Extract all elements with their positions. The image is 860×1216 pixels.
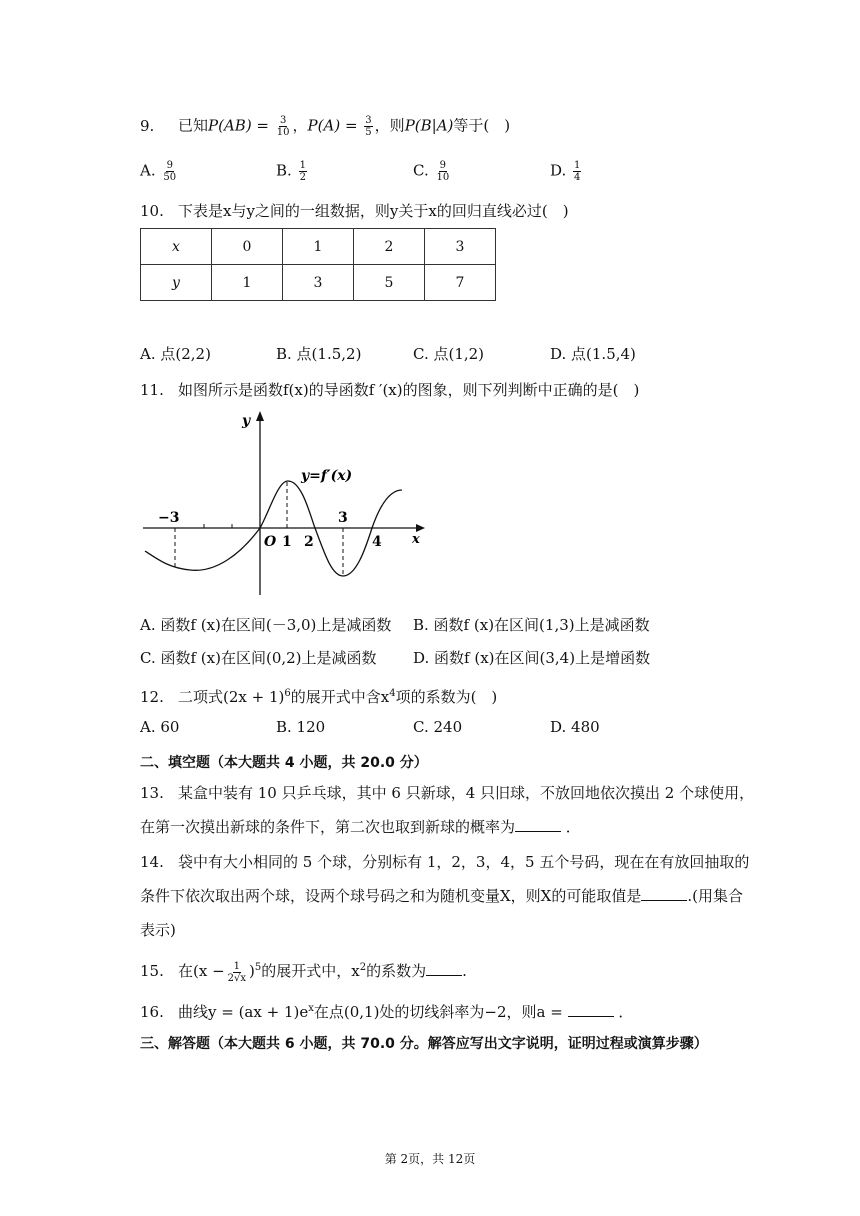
question-9 xyxy=(140,115,510,138)
separator: ， xyxy=(292,116,308,135)
option-label: D. xyxy=(550,161,567,180)
numerator: 1 xyxy=(233,960,241,972)
table-cell: 2 xyxy=(354,229,425,265)
q10-option-d[interactable]: D. 点(1.5,4) xyxy=(550,345,636,363)
question-14-line2 xyxy=(140,886,743,906)
q12-option-b[interactable]: B. 120 xyxy=(276,718,326,736)
table-cell: 1 xyxy=(212,265,283,301)
q11-option-d[interactable]: D. 函数f (x)在区间(3,4)上是增函数 xyxy=(413,649,651,667)
numerator: 3 xyxy=(365,115,372,126)
q9-option-a[interactable] xyxy=(140,160,179,183)
option-label: C. xyxy=(413,161,429,180)
question-number: 16. xyxy=(140,1003,164,1021)
denominator: 10 xyxy=(436,172,450,183)
question-text: 曲线y = (ax + 1)e xyxy=(178,1003,309,1021)
question-number: 14. xyxy=(140,853,164,871)
q10-option-b[interactable]: B. 点(1.5,2) xyxy=(276,345,362,363)
q12-option-c[interactable]: C. 240 xyxy=(413,718,463,736)
question-15 xyxy=(140,958,467,984)
x-axis-label: x xyxy=(412,532,420,547)
table-cell: 0 xyxy=(212,229,283,265)
numerator: 9 xyxy=(166,160,173,171)
tick-label: −3 xyxy=(158,510,180,526)
question-number: 13. xyxy=(140,784,164,802)
option-label: B. xyxy=(276,161,292,180)
question-11 xyxy=(140,380,639,400)
exponent: x xyxy=(308,1003,314,1014)
q10-option-c[interactable]: C. 点(1,2) xyxy=(413,345,485,363)
question-text: . xyxy=(462,962,467,980)
fraction xyxy=(299,160,307,183)
fraction xyxy=(573,160,581,183)
question-text: 某盒中装有 10 只乒乓球，其中 6 只新球，4 只旧球，不放回地依次摸出 2 个球使用， xyxy=(178,784,755,802)
question-text: 如图所示是函数f(x)的导函数f ′(x)的图象，则下列判断中正确的是( ) xyxy=(178,381,640,399)
tick-label: 1 xyxy=(282,534,292,550)
numerator: 3 xyxy=(279,115,287,126)
denominator: 2 xyxy=(299,172,306,183)
q9-text: 已知 xyxy=(178,116,209,135)
answer-blank[interactable] xyxy=(515,817,561,832)
question-text: 的系数为 xyxy=(366,962,427,980)
question-text: ． xyxy=(618,1003,634,1021)
question-text: ) xyxy=(249,962,255,980)
fraction xyxy=(276,115,291,138)
denominator: 5 xyxy=(365,127,372,138)
table-cell: 3 xyxy=(425,229,496,265)
question-text: 条件下依次取出两个球，设两个球号码之和为随机变量X，则X的可能取值是 xyxy=(140,887,642,905)
table-cell: y xyxy=(141,265,212,301)
fraction xyxy=(436,160,451,183)
question-14 xyxy=(140,852,749,872)
table-row xyxy=(141,229,496,265)
q9-expr: P(A) = xyxy=(307,116,358,135)
derivative-graph xyxy=(140,405,440,605)
tick-label: 3 xyxy=(338,510,348,526)
q9-option-d[interactable] xyxy=(550,160,583,183)
fraction xyxy=(364,115,372,138)
question-text: ． xyxy=(565,818,581,836)
question-text: 在(x − xyxy=(178,962,225,980)
exponent: 5 xyxy=(254,962,262,973)
y-axis-arrow xyxy=(256,411,264,421)
numerator: 1 xyxy=(299,160,306,171)
option-label: A. xyxy=(140,161,156,180)
table-cell: 3 xyxy=(283,265,354,301)
q10-option-a[interactable]: A. 点(2,2) xyxy=(140,345,211,363)
tick-label: 4 xyxy=(372,534,382,550)
question-12 xyxy=(140,684,497,707)
q9-option-b[interactable] xyxy=(276,160,309,183)
q9-text: ，则 xyxy=(374,116,405,135)
question-text: 项的系数为( ) xyxy=(395,688,498,706)
question-text: 下表是x与y之间的一组数据，则y关于x的回归直线必过( ) xyxy=(178,202,569,220)
table-cell: x xyxy=(141,229,212,265)
question-10 xyxy=(140,201,569,221)
question-text: 在第一次摸出新球的条件下，第二次也取到新球的概率为 xyxy=(140,818,516,836)
question-13-line2 xyxy=(140,817,581,837)
question-text: 袋中有大小相同的 5 个球，分别标有 1，2，3，4，5 五个号码，现在在有放回抽取的 xyxy=(178,853,750,871)
x-axis-arrow xyxy=(416,524,425,532)
question-text: 的展开式中含x xyxy=(290,688,390,706)
question-number: 12. xyxy=(140,688,164,706)
answer-blank[interactable] xyxy=(568,1002,614,1017)
question-text: 在点(0,1)处的切线斜率为−2，则a = xyxy=(313,1003,563,1021)
answer-blank[interactable] xyxy=(641,886,687,901)
table-cell: 7 xyxy=(425,265,496,301)
q11-option-b[interactable]: B. 函数f (x)在区间(1,3)上是减函数 xyxy=(413,616,650,634)
origin-label: O xyxy=(264,534,277,550)
section-heading: 三、解答题（本大题共 6 小题，共 70.0 分。解答应写出文字说明，证明过程或演算步骤） xyxy=(140,1036,708,1052)
denominator: 50 xyxy=(163,172,177,183)
question-number: 15. xyxy=(140,962,164,980)
question-text: .(用集合 xyxy=(687,887,743,905)
table-row xyxy=(141,265,496,301)
data-table xyxy=(140,228,496,301)
denominator: 2√x xyxy=(227,972,247,984)
numerator: 1 xyxy=(574,160,581,171)
question-16 xyxy=(140,999,633,1022)
question-text: 的展开式中，x xyxy=(261,962,360,980)
question-number: 9. xyxy=(140,116,155,135)
q9-text: 等于( ) xyxy=(453,116,511,135)
question-14-line3 xyxy=(140,920,176,940)
table-cell: 5 xyxy=(354,265,425,301)
page-footer: 第 2页，共 12页 xyxy=(384,1152,476,1166)
y-axis-label: y xyxy=(242,413,251,429)
exponent: 6 xyxy=(284,688,291,699)
question-13 xyxy=(140,783,754,803)
q9-expr: P(AB) = xyxy=(208,116,270,135)
answer-blank[interactable] xyxy=(426,961,462,976)
question-text: 二项式(2x + 1) xyxy=(178,688,285,706)
section-heading: 二、填空题（本大题共 4 小题，共 20.0 分） xyxy=(140,755,428,771)
tick-label: 2 xyxy=(304,534,314,550)
curve-label: y=f′(x) xyxy=(301,468,353,484)
question-number: 10. xyxy=(140,202,164,220)
exponent: 4 xyxy=(389,688,396,699)
table-cell: 1 xyxy=(283,229,354,265)
denominator: 10 xyxy=(276,127,290,138)
q9-option-c[interactable] xyxy=(413,160,452,183)
q12-option-d[interactable]: D. 480 xyxy=(550,718,600,736)
question-text: 表示) xyxy=(140,921,176,939)
fraction xyxy=(227,961,247,984)
numerator: 9 xyxy=(439,160,447,171)
q11-option-a[interactable]: A. 函数f (x)在区间(－3,0)上是减函数 xyxy=(140,616,392,634)
exponent: 2 xyxy=(359,962,367,973)
fraction xyxy=(162,160,177,183)
q11-option-c[interactable]: C. 函数f (x)在区间(0,2)上是减函数 xyxy=(140,649,377,667)
question-number: 11. xyxy=(140,381,164,399)
q9-expr: P(B|A) xyxy=(404,116,454,135)
denominator: 4 xyxy=(574,172,581,183)
q12-option-a[interactable]: A. 60 xyxy=(140,718,180,736)
